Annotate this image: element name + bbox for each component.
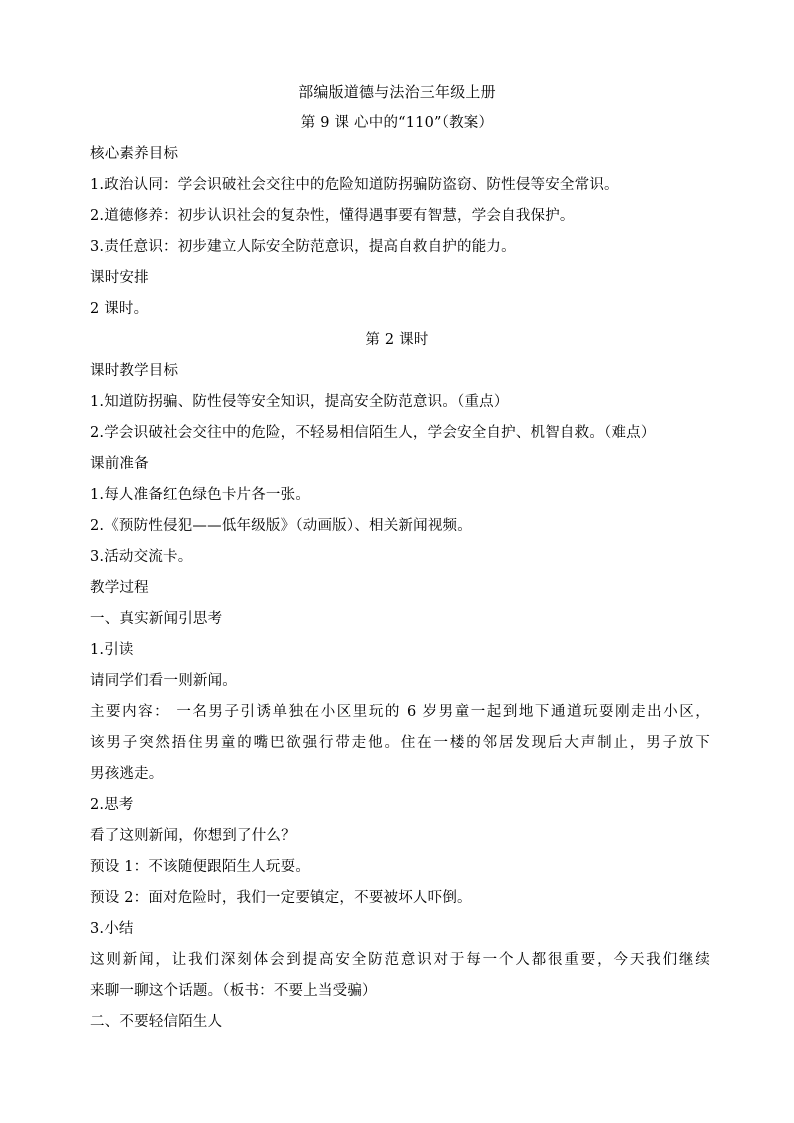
section-heading: 核心素养目标 <box>90 146 179 162</box>
paragraph-line: 男孩逃走。 <box>90 766 164 782</box>
section-heading: 课时安排 <box>90 270 149 286</box>
paragraph-line: 3.小结 <box>90 921 134 937</box>
paragraph-line: 1.引读 <box>90 642 134 658</box>
paragraph-line: 2.学会识破社会交往中的危险，不轻易相信陌生人，学会安全自护、机智自救。（难点） <box>90 425 656 441</box>
paragraph-line: 3.责任意识：初步建立人际安全防范意识，提高自救自护的能力。 <box>90 239 516 255</box>
paragraph-line: 来聊一聊这个话题。（板书：不要上当受骗） <box>90 983 377 999</box>
paragraph-line: 请同学们看一则新闻。 <box>90 673 237 689</box>
lesson-period-heading: 第 2 课时 <box>365 332 429 348</box>
paragraph-line: 2.道德修养：初步认识社会的复杂性，懂得遇事要有智慧，学会自我保护。 <box>90 208 575 224</box>
paragraph-line: 看了这则新闻，你想到了什么？ <box>90 828 296 844</box>
section-heading: 教学过程 <box>90 580 149 596</box>
lesson-title: 第 9 课 心中的“110”（教案） <box>300 115 494 131</box>
paragraph-line: 3.活动交流卡。 <box>90 549 193 565</box>
paragraph-line: 该男子突然捂住男童的嘴巴欲强行带走他。住在一楼的邻居发现后大声制止，男子放下 <box>90 735 710 751</box>
paragraph-line: 预设 2：面对危险时，我们一定要镇定，不要被坏人吓倒。 <box>90 890 472 906</box>
paragraph-line: 这则新闻，让我们深刻体会到提高安全防范意识对于每一个人都很重要，今天我们继续 <box>90 952 710 968</box>
section-heading: 课时教学目标 <box>90 363 179 379</box>
document-title: 部编版道德与法治三年级上册 <box>298 83 496 101</box>
section-heading: 一、真实新闻引思考 <box>90 611 223 627</box>
paragraph-line: 1.每人准备红色绿色卡片各一张。 <box>90 487 311 503</box>
paragraph-line: 2 课时。 <box>90 301 149 317</box>
paragraph-line: 1.知道防拐骗、防性侵等安全知识，提高安全防范意识。（重点） <box>90 394 509 410</box>
paragraph-line: 2.思考 <box>90 797 134 813</box>
paragraph-line: 主要内容： 一名男子引诱单独在小区里玩的 6 岁男童一起到地下通道玩耍刚走出小区， <box>90 704 710 720</box>
paragraph-line: 1.政治认同：学会识破社会交往中的危险知道防拐骗防盗窃、防性侵等安全常识。 <box>90 177 619 193</box>
section-heading: 二、不要轻信陌生人 <box>90 1014 223 1030</box>
paragraph-line: 预设 1：不该随便跟陌生人玩耍。 <box>90 859 311 875</box>
section-heading: 课前准备 <box>90 456 149 472</box>
paragraph-line: 2.《预防性侵犯——低年级版》（动画版）、相关新闻视频。 <box>90 518 472 534</box>
